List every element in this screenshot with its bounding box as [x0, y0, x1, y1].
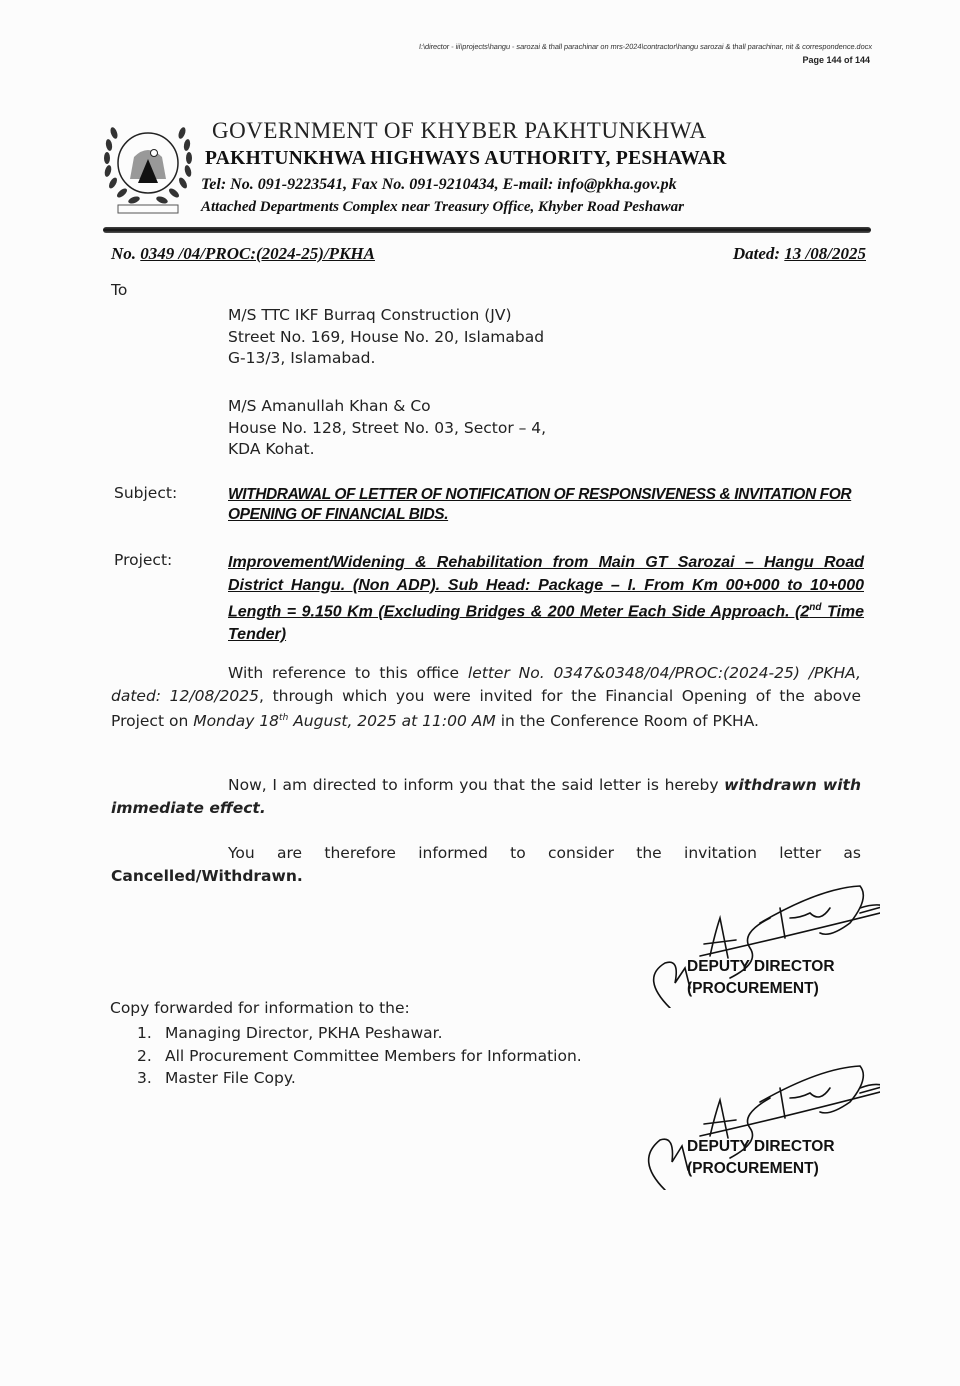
text: With reference to this office: [228, 664, 468, 682]
reference-value: 0349 /04/PROC:(2024-25)/PKHA: [140, 244, 375, 263]
addressee-line: M/S TTC IKF Burraq Construction (JV): [228, 306, 512, 324]
opening-date-time: August, 2025 at 11:00 AM: [288, 712, 496, 731]
addressee-line: KDA Kohat.: [228, 440, 315, 458]
file-path-footer: I:\director - iii\projects\hangu - sarozai & thall parachinar on mrs-2024\contractor\hangu sarozai & thall parachinar, nit & correspondence.docx: [418, 42, 873, 51]
signatory-designation: DEPUTY DIRECTOR: [687, 958, 835, 975]
copy-list-item: [137, 1045, 582, 1068]
withdrawn-emphasis: withdrawn with immediate effect.: [111, 776, 861, 817]
addressee-line: G-13/3, Islamabad.: [228, 349, 376, 367]
item-text: Master File Copy.: [165, 1069, 296, 1087]
letterhead-authority: PAKHTUNKHWA HIGHWAYS AUTHORITY, PESHAWAR: [205, 148, 727, 169]
subject-text: WITHDRAWAL OF LETTER OF NOTIFICATION OF RESPONSIVENESS & INVITATION FOR OPENING OF FINANCIAL BIDS.: [228, 486, 852, 523]
date-label: Dated:: [732, 244, 781, 263]
project-text-end: Time Tender): [228, 603, 865, 643]
text: in the Conference Room of PKHA.: [495, 712, 759, 731]
signatory-title: [687, 956, 835, 1000]
copy-forwarded-label: Copy forwarded for information to the:: [110, 999, 410, 1017]
pkha-emblem-logo: [96, 113, 201, 221]
paragraph-withdrawal: [111, 774, 861, 819]
reference-label: No.: [111, 244, 137, 263]
text: You are therefore informed to consider the invitation letter as: [228, 844, 861, 862]
item-number: 2.: [137, 1046, 152, 1065]
signatory-section: (PROCUREMENT): [687, 1160, 819, 1177]
date-value: 13 /08/2025: [784, 244, 866, 263]
project-text: [228, 552, 864, 646]
signatory-title-2: [687, 1136, 835, 1180]
letterhead-government: GOVERNMENT OF KHYBER PAKHTUNKHWA: [212, 118, 707, 143]
letterhead-address: Attached Departments Complex near Treasury Office, Khyber Road Peshawar: [201, 199, 684, 215]
copy-list-item: [137, 1022, 582, 1045]
item-text: All Procurement Committee Members for Information.: [165, 1046, 582, 1065]
item-text: Managing Director, PKHA Peshawar.: [165, 1024, 443, 1042]
opening-day: Monday 18: [193, 712, 280, 731]
item-number: 1.: [137, 1024, 152, 1042]
signatory-designation: DEPUTY DIRECTOR: [687, 1138, 835, 1155]
text: , through which you were invited for the Financial Opening of the above Project on: [111, 686, 861, 731]
project-text-sup: nd: [809, 602, 822, 613]
project-label: Project:: [114, 551, 173, 569]
copy-list: [137, 1022, 582, 1090]
letter-date: [660, 244, 866, 264]
signatory-section: (PROCUREMENT): [687, 980, 819, 997]
ordinal-sup: th: [279, 713, 289, 723]
addressee-line: Street No. 169, House No. 20, Islamabad: [228, 327, 545, 346]
addressee-line: House No. 128, Street No. 03, Sector – 4,: [228, 418, 547, 437]
reference-number: [111, 244, 375, 264]
addressee-1: [228, 305, 544, 370]
item-number: 3.: [137, 1069, 152, 1087]
project-text-main: Improvement/Widening & Rehabilitation from Main GT Sarozai – Hangu Road District Hangu. (Non ADP). Sub Head: Package – I. From Km 00+000 to 10+000 Length = 9.150 Km (Excluding Bridges & 200 Meter Each Side Approach. (2: [228, 554, 864, 621]
copy-list-item: [137, 1067, 582, 1090]
cancelled-emphasis: Cancelled/Withdrawn.: [111, 866, 303, 885]
referenced-letter: letter No. 0347&0348/04/PROC:(2024-25) /PKHA, dated: 12/08/2025: [111, 664, 861, 705]
addressee-2: [228, 396, 546, 461]
subject-label: Subject:: [114, 484, 178, 502]
text: Now, I am directed to inform you that the said letter is hereby: [228, 776, 725, 794]
page-number: Page 144 of 144: [802, 55, 870, 65]
addressee-line: M/S Amanullah Khan & Co: [228, 397, 431, 415]
letterhead-contact: Tel: No. 091-9223541, Fax No. 091-9210434, E-mail: info@pkha.gov.pk: [201, 176, 677, 193]
to-label: To: [111, 281, 128, 299]
paragraph-reference: [111, 662, 861, 733]
letterhead-divider: [103, 227, 871, 233]
